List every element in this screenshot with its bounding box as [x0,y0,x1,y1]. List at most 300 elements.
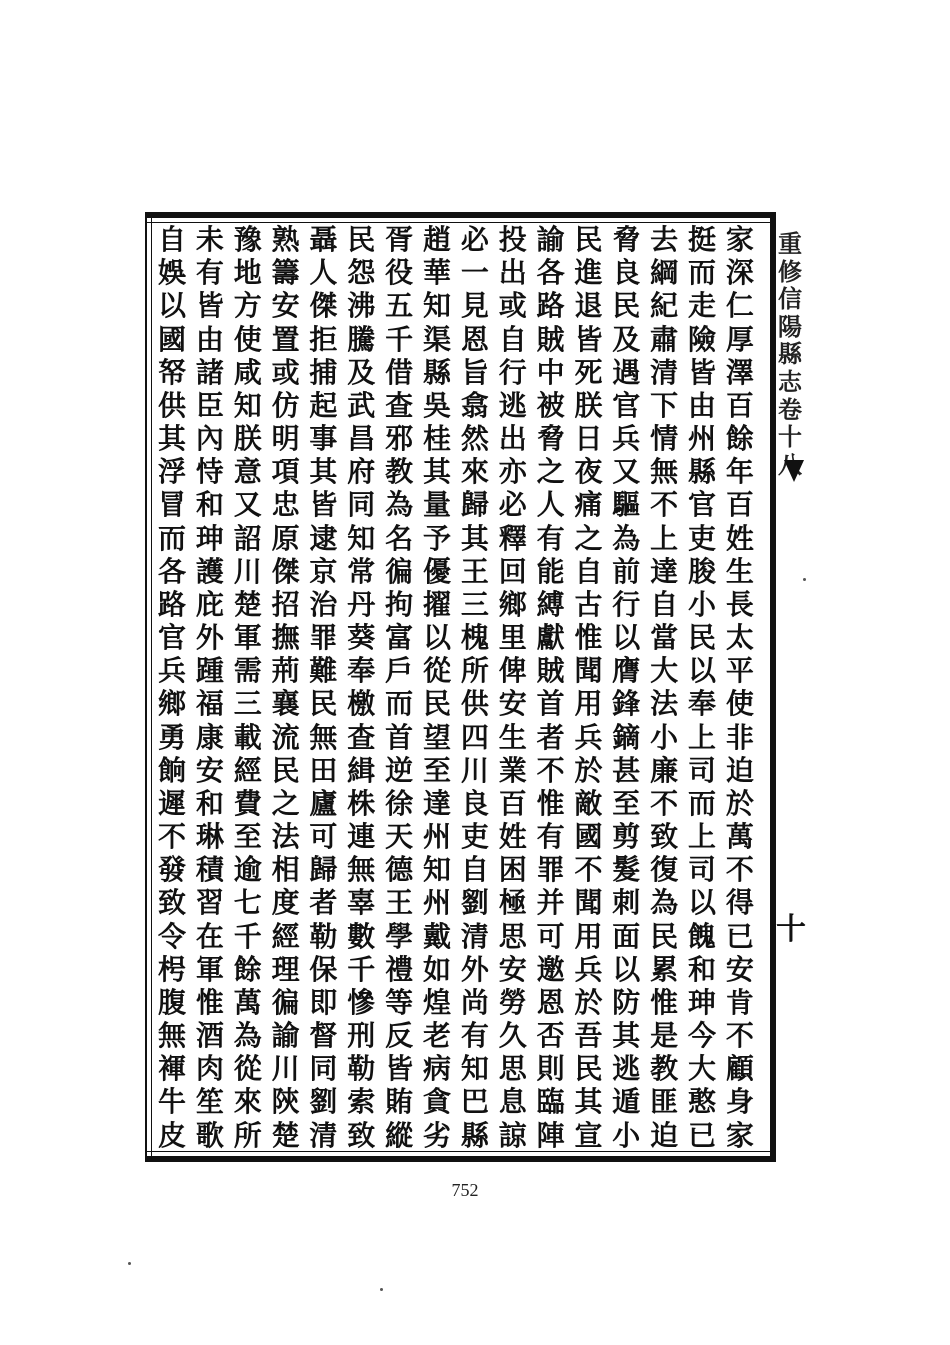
character: 渠 [423,322,452,356]
character: 清 [650,355,679,389]
character: 日 [574,422,603,456]
fishtail-mark-icon [784,460,804,482]
character: 昌 [347,422,376,456]
character: 有 [460,1019,489,1053]
character: 俾 [498,654,527,688]
character: 自 [650,587,679,621]
character: 奉 [347,654,376,688]
character: 逾 [233,853,262,887]
character: 州 [423,820,452,854]
character: 不 [725,1019,754,1053]
character: 廬 [309,786,338,820]
character: 面 [612,919,641,953]
character: 必 [498,488,527,522]
character: 教 [650,1052,679,1086]
character: 思 [498,1052,527,1086]
character: 皆 [309,488,338,522]
character: 餉 [157,753,186,787]
character: 者 [536,720,565,754]
character: 來 [460,455,489,489]
character: 達 [650,554,679,588]
character: 惟 [536,786,565,820]
character: 致 [650,820,679,854]
character: 和 [195,488,224,522]
character: 又 [612,455,641,489]
character: 之 [271,786,300,820]
character: 積 [195,853,224,887]
character: 不 [536,753,565,787]
character: 度 [271,886,300,920]
character: 傑 [309,289,338,323]
character: 傑 [271,554,300,588]
character: 小 [612,1118,641,1152]
character: 優 [423,554,452,588]
character: 浮 [157,455,186,489]
character: 又 [233,488,262,522]
character: 及 [347,355,376,389]
character: 兵 [157,654,186,688]
character: 大 [650,654,679,688]
character: 夜 [574,455,603,489]
character: 不 [574,853,603,887]
character: 生 [725,554,754,588]
running-title-character: 信 [778,284,802,314]
character: 行 [612,587,641,621]
character: 挺 [688,223,717,256]
character: 遁 [612,1085,641,1119]
character: 數 [347,919,376,953]
character: 招 [271,587,300,621]
character: 珅 [688,985,717,1019]
character: 長 [725,587,754,621]
character: 家 [725,1118,754,1152]
character: 旨 [460,355,489,389]
character: 安 [498,687,527,721]
character: 險 [688,322,717,356]
character: 以 [423,621,452,655]
character: 發 [157,853,186,887]
character: 福 [195,687,224,721]
character: 顧 [725,1052,754,1086]
character: 知 [460,1052,489,1086]
character: 從 [233,1052,262,1086]
character: 以 [157,289,186,323]
character: 楚 [271,1118,300,1152]
character: 無 [157,1019,186,1053]
character: 業 [498,753,527,787]
running-title-character: 八 [778,449,802,479]
text-column [722,223,758,1152]
character: 陣 [536,1118,565,1152]
text-column [684,223,720,1152]
character: 亦 [498,455,527,489]
character: 萬 [233,985,262,1019]
character: 迫 [650,1118,679,1152]
character: 上 [688,720,717,754]
character: 踵 [195,654,224,688]
character: 庇 [195,587,224,621]
character: 賊 [536,322,565,356]
character: 當 [650,621,679,655]
character: 病 [423,1052,452,1086]
character: 槐 [460,621,489,655]
character: 至 [423,753,452,787]
scan-speck [128,1262,131,1265]
character: 華 [423,256,452,290]
character: 由 [195,322,224,356]
character: 或 [271,355,300,389]
character: 習 [195,886,224,920]
character: 達 [423,786,452,820]
character: 怨 [347,256,376,290]
character: 邀 [536,952,565,986]
text-column [343,223,379,1152]
character: 其 [157,422,186,456]
character: 常 [347,554,376,588]
character: 王 [460,554,489,588]
character: 四 [460,720,489,754]
character: 教 [385,455,414,489]
character: 由 [688,388,717,422]
character: 徐 [385,786,414,820]
running-title-character: 卷 [778,394,802,424]
character: 里 [498,621,527,655]
character: 則 [536,1052,565,1086]
character: 縣 [423,355,452,389]
character: 澤 [725,355,754,389]
character: 保 [309,952,338,986]
character: 能 [536,554,565,588]
character: 路 [536,289,565,323]
character: 歌 [195,1118,224,1152]
character: 來 [233,1085,262,1119]
character: 葵 [347,621,376,655]
character: 良 [612,256,641,290]
character: 州 [423,886,452,920]
running-title-character: 縣 [778,339,802,369]
character: 理 [271,952,300,986]
character: 遲 [157,786,186,820]
character: 安 [725,952,754,986]
character: 年 [725,455,754,489]
character: 致 [347,1118,376,1152]
character: 以 [612,952,641,986]
character: 民 [574,1052,603,1086]
character: 朘 [688,554,717,588]
character: 民 [688,621,717,655]
character: 脅 [536,422,565,456]
character: 深 [725,256,754,290]
text-column [608,223,644,1152]
character: 并 [536,886,565,920]
character: 餘 [233,952,262,986]
character: 借 [385,355,414,389]
character: 臣 [195,388,224,422]
character: 否 [536,1019,565,1053]
character: 擢 [423,587,452,621]
character: 鏑 [612,720,641,754]
character: 聞 [574,886,603,920]
character: 吏 [460,820,489,854]
character: 姓 [498,820,527,854]
character: 必 [460,223,489,256]
character: 安 [195,753,224,787]
text-column [381,223,417,1152]
character: 州 [688,422,717,456]
character: 恩 [536,985,565,1019]
character: 知 [347,521,376,555]
character: 千 [347,952,376,986]
character: 出 [498,422,527,456]
character: 於 [574,985,603,1019]
character: 餽 [688,919,717,953]
character: 自 [498,322,527,356]
text-column [495,223,531,1152]
character: 所 [233,1118,262,1152]
character: 騰 [347,322,376,356]
character: 如 [423,952,452,986]
character: 難 [309,654,338,688]
character: 五 [385,289,414,323]
character: 知 [423,289,452,323]
character: 巴 [460,1085,489,1119]
character: 兵 [574,720,603,754]
character: 勒 [309,919,338,953]
character: 安 [271,289,300,323]
character: 宣 [574,1118,603,1152]
running-title-character: 重 [778,229,802,258]
character: 生 [498,720,527,754]
character: 久 [498,1019,527,1053]
character: 官 [157,621,186,655]
character: 困 [498,853,527,887]
character: 尚 [460,985,489,1019]
character: 費 [233,786,262,820]
character: 康 [195,720,224,754]
character: 縣 [688,455,717,489]
fore-edge-margin [776,212,804,1162]
page-number: 752 [451,1180,479,1200]
character: 仁 [725,289,754,323]
character: 川 [233,554,262,588]
character: 上 [650,521,679,555]
character: 田 [309,753,338,787]
character: 熟 [271,223,300,256]
character: 一 [460,256,489,290]
character: 方 [233,289,262,323]
character: 官 [688,488,717,522]
character: 惟 [195,985,224,1019]
character: 朕 [574,388,603,422]
character: 其 [423,455,452,489]
character: 供 [157,388,186,422]
character: 思 [498,919,527,953]
character: 連 [347,820,376,854]
character: 小 [650,720,679,754]
text-columns [154,223,758,1152]
character: 紀 [650,289,679,323]
character: 不 [157,820,186,854]
character: 驅 [612,488,641,522]
character: 憨 [688,1085,717,1119]
character: 勇 [157,720,186,754]
character: 望 [423,720,452,754]
character: 之 [574,521,603,555]
character: 歸 [460,488,489,522]
character: 以 [612,621,641,655]
character: 桂 [423,422,452,456]
text-column [268,223,304,1152]
character: 厚 [725,322,754,356]
character: 自 [460,853,489,887]
character: 量 [423,488,452,522]
character: 甚 [612,753,641,787]
character: 逆 [385,753,414,787]
character: 詔 [233,521,262,555]
character: 已 [725,919,754,953]
character: 學 [385,919,414,953]
frame-inner-rule-left [151,218,152,1156]
character: 而 [385,687,414,721]
running-title [776,230,804,478]
character: 民 [309,687,338,721]
character: 民 [271,753,300,787]
character: 以 [688,886,717,920]
character: 首 [385,720,414,754]
character: 刑 [347,1019,376,1053]
character: 胥 [385,223,414,256]
character: 不 [650,488,679,522]
character: 退 [574,289,603,323]
character: 王 [385,886,414,920]
character: 在 [195,919,224,953]
character: 拘 [385,587,414,621]
character: 累 [650,952,679,986]
character: 為 [233,1019,262,1053]
character: 置 [271,322,300,356]
text-column [570,223,606,1152]
character: 恩 [460,322,489,356]
character: 小 [688,587,717,621]
character: 諭 [536,223,565,256]
character: 其 [574,1085,603,1119]
character: 然 [460,422,489,456]
scan-speck [380,1288,383,1291]
character: 復 [650,853,679,887]
character: 酒 [195,1019,224,1053]
character: 司 [688,853,717,887]
character: 用 [574,687,603,721]
character: 經 [233,753,262,787]
character: 死 [574,355,603,389]
character: 德 [385,853,414,887]
character: 撫 [271,621,300,655]
character: 路 [157,587,186,621]
character: 三 [233,687,262,721]
character: 逮 [309,521,338,555]
character: 從 [423,654,452,688]
character: 同 [309,1052,338,1086]
character: 縣 [460,1118,489,1152]
character: 慘 [347,985,376,1019]
character: 拒 [309,322,338,356]
character: 百 [725,488,754,522]
character: 餘 [725,422,754,456]
character: 者 [309,886,338,920]
character: 前 [612,554,641,588]
character: 查 [347,720,376,754]
character: 法 [650,687,679,721]
character: 得 [725,886,754,920]
character: 至 [233,820,262,854]
character: 去 [650,223,679,256]
character: 京 [309,554,338,588]
character: 身 [725,1085,754,1119]
character: 上 [688,820,717,854]
character: 而 [688,256,717,290]
character: 賊 [536,654,565,688]
character: 為 [612,521,641,555]
character: 可 [309,820,338,854]
character: 綱 [650,256,679,290]
character: 回 [498,554,527,588]
character: 民 [347,223,376,256]
character: 皆 [688,355,717,389]
character: 冒 [157,488,186,522]
character: 知 [423,853,452,887]
character: 情 [650,422,679,456]
character: 邪 [385,422,414,456]
character: 外 [195,621,224,655]
character: 諭 [271,1019,300,1053]
running-title-character: 志 [778,366,802,396]
character: 肉 [195,1052,224,1086]
character: 及 [612,322,641,356]
character: 是 [650,1019,679,1053]
character: 事 [309,422,338,456]
character: 兵 [612,422,641,456]
character: 內 [195,422,224,456]
character: 原 [271,521,300,555]
text-column [457,223,493,1152]
character: 行 [498,355,527,389]
character: 皆 [195,289,224,323]
character: 索 [347,1085,376,1119]
character: 逃 [612,1052,641,1086]
text-column [646,223,682,1152]
character: 民 [650,919,679,953]
character: 翕 [460,388,489,422]
character: 名 [385,521,414,555]
character: 於 [725,786,754,820]
character: 脅 [612,223,641,256]
character: 息 [498,1085,527,1119]
character: 使 [725,687,754,721]
character: 軍 [195,952,224,986]
character: 戶 [385,654,414,688]
character: 剪 [612,820,641,854]
character: 兵 [574,952,603,986]
character: 軍 [233,621,262,655]
character: 辜 [347,886,376,920]
character: 被 [536,388,565,422]
character: 出 [498,256,527,290]
character: 人 [309,256,338,290]
character: 縱 [385,1118,414,1152]
character: 捕 [309,355,338,389]
character: 天 [385,820,414,854]
character: 豫 [233,223,262,256]
